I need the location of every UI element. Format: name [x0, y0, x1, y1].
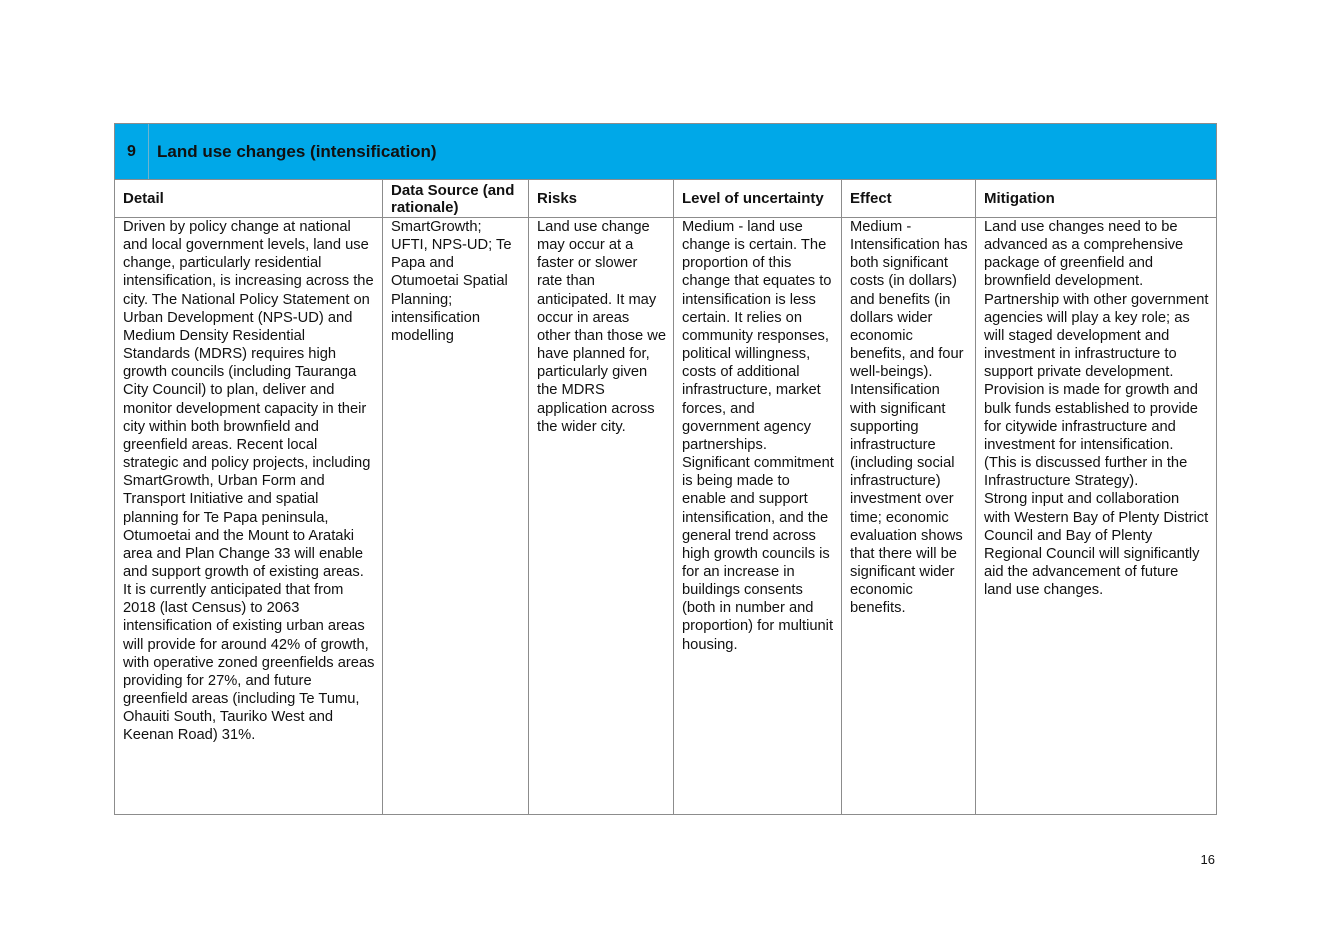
header-data-source: Data Source (and rationale) [383, 180, 529, 218]
section-number: 9 [115, 124, 149, 179]
header-effect: Effect [842, 180, 976, 218]
mitigation-paragraph: Land use changes need to be advanced as a comprehensive package of greenfield and brownfield development. [984, 219, 1184, 290]
section-banner [115, 124, 1217, 180]
header-risks: Risks [529, 180, 674, 218]
section-title: Land use changes (intensification) [157, 141, 437, 161]
assumption-table [114, 123, 1217, 815]
cell-detail: Driven by policy change at national and local government levels, land use change, particularly residential intensification, is increasing across the city. The National Policy Statement on Urban Development (NPS-UD) and Medium Density Residential Standards (MDRS) requires high growth councils (including Tauranga City Council) to plan, deliver and monitor development capacity in their city within both brownfield and greenfield areas. Recent local strategic and policy projects, including SmartGrowth, Urban Form and Transport Initiative and spatial planning for Te Papa peninsula, Otumoetai and the Mount to Arataki area and Plan Change 33 will enable and support growth of existing areas. It is currently anticipated that from 2018 (last Census) to 2063 intensification of existing urban areas will provide for around 42% of growth, with operative zoned greenfields areas providing for 27%, and future greenfield areas (including Te Tumu, Ohauiti South, Tauriko West and Keenan Road) 31%. [115, 218, 383, 815]
table-row [115, 218, 1217, 815]
cell-effect: Medium - Intensification has both significant costs (in dollars) and benefits (in dollars wider economic benefits, and four well-beings). Intensification with significant supporting infrastructure (including social infrastructure) investment over time; economic evaluation shows that there will be significant wider economic benefits. [842, 218, 976, 815]
page-number: 16 [1200, 852, 1215, 867]
cell-mitigation [976, 218, 1217, 815]
cell-uncertainty: Medium - land use change is certain. The proportion of this change that equates to intensification is less certain. It relies on community responses, political willingness, costs of additional infrastructure, market forces, and government agency partnerships. Significant commitment is being made to enable and support intensification, and the general trend across high growth councils is for an increase in buildings consents (both in number and proportion) for multiunit housing. [674, 218, 842, 815]
header-uncertainty: Level of uncertainty [674, 180, 842, 218]
mitigation-paragraph: Partnership with other government agencies will play a key role; as will staged development and investment in infrastructure to support private development. [984, 291, 1209, 381]
mitigation-paragraph: Strong input and collaboration with Western Bay of Plenty District Council and Bay of Plenty Regional Council will significantly aid the advancement of future land use changes. [984, 491, 1209, 599]
header-row [115, 180, 1217, 218]
header-mitigation: Mitigation [976, 180, 1217, 218]
cell-data-source: SmartGrowth; UFTI, NPS-UD; Te Papa and Otumoetai Spatial Planning; intensification modelling [383, 218, 529, 815]
cell-risks: Land use change may occur at a faster or slower rate than anticipated. It may occur in areas other than those we have planned for, particularly given the MDRS application across the wider city. [529, 218, 674, 815]
header-detail: Detail [115, 180, 383, 218]
mitigation-paragraph: Provision is made for growth and bulk funds established to provide for citywide infrastructure and investment for intensification. (This is discussed further in the Infrastructure Strategy). [984, 382, 1198, 490]
